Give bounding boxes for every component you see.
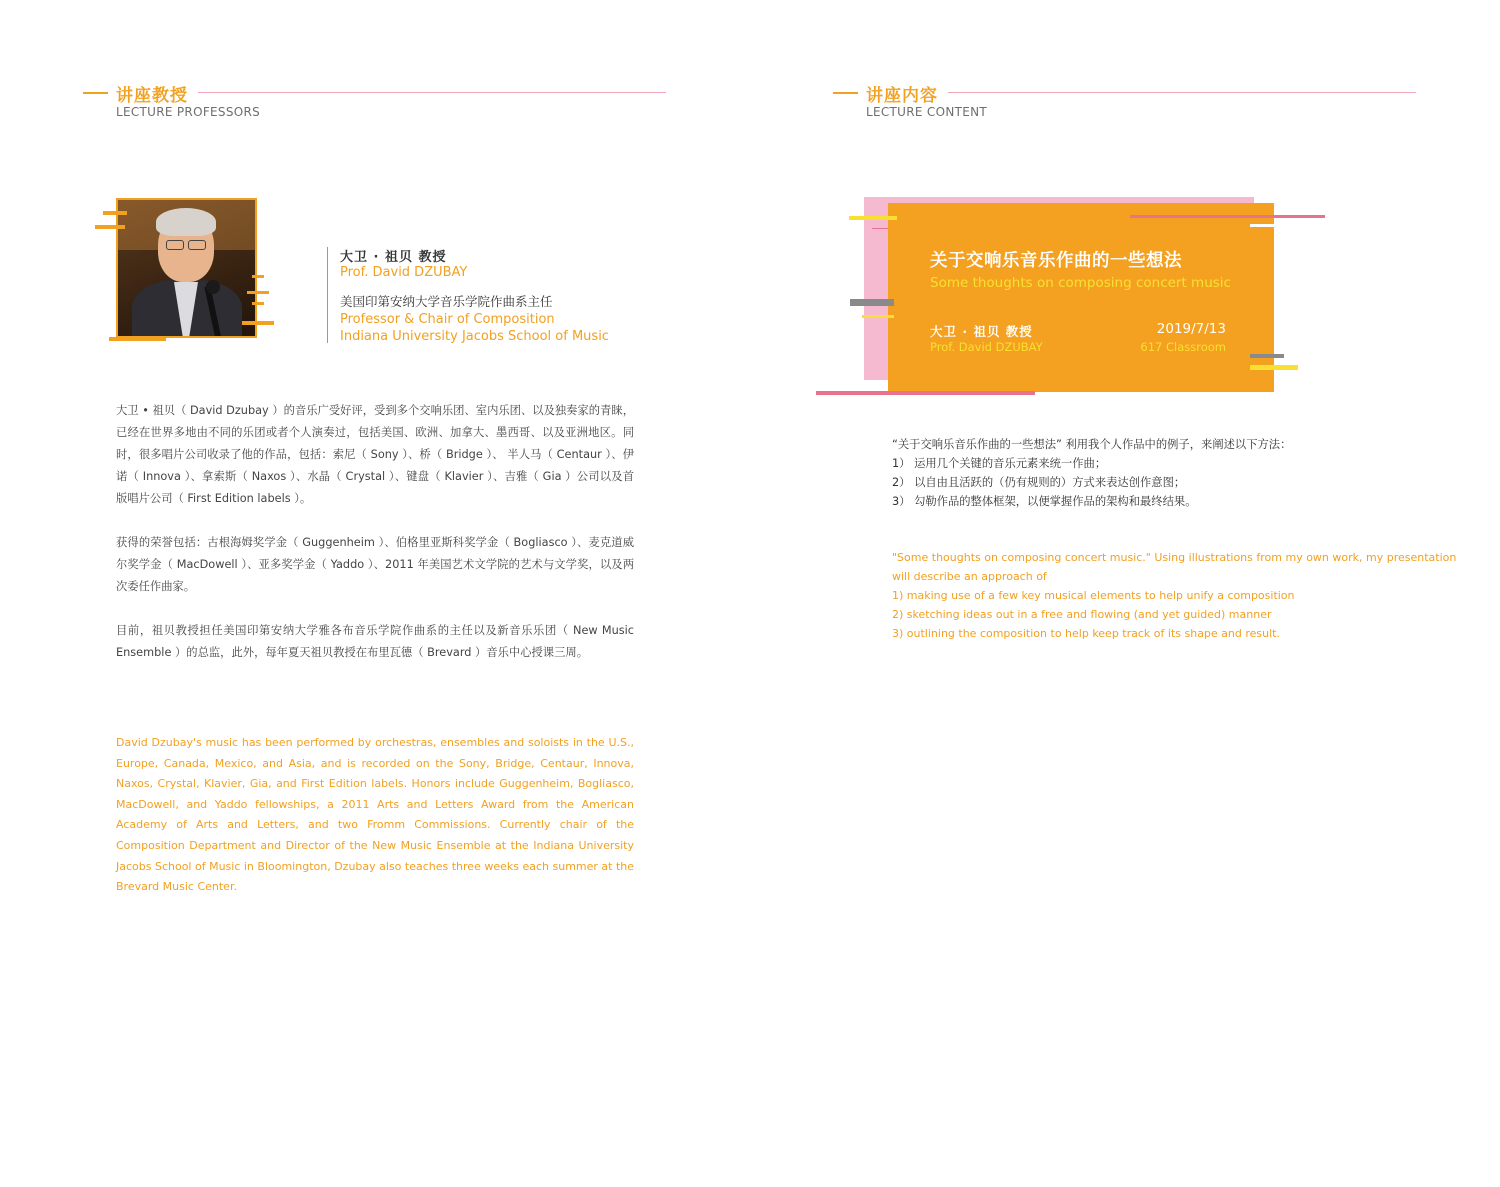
content-en-line: "Some thoughts on composing concert music." Using illustrations from my own work, my presentation [892, 551, 1457, 564]
bio-paragraph: 大卫 • 祖贝（ David Dzubay ）的音乐广受好评，受到多个交响乐团、室内乐团、以及独奏家的青睐，已经在世界多地由不同的乐团或者个人演奏过，包括美国、欧洲、加拿大、墨西哥、以及亚洲地区。同时，很多唱片公司收录了他的作品，包括：索尼（ Sony ）、桥（ Bridge ）、 半人马（ Centaur ）、伊诺（ Innova ）、拿索斯（ Naxos ）、水晶（ Crystal ）、键盘（ Klavier ）、吉雅（ Gia ）公司以及首版唱片公司（ First Edition labels ）。 [116, 404, 634, 505]
deco-bar [252, 302, 264, 305]
header-dash [833, 92, 858, 94]
deco-bar [872, 228, 888, 229]
lecture-title-cn: 关于交响乐音乐作曲的一些想法 [930, 251, 1182, 271]
deco-bar [109, 337, 166, 341]
section-title-cn: 讲座教授 [116, 86, 188, 106]
deco-bar [95, 225, 125, 229]
bio-english: David Dzubay's music has been performed by orchestras, ensembles and soloists in the U.S., Europe, Canada, Mexico, and Asia, and is recorded on the Sony, Bridge, Centaur, Innova, Naxos, Crystal, Klavier, Gia, and First Edition labels. Honors include Guggenheim, Bogliasco, MacDowell, and Yaddo fellowships, a 2011 Arts and Letters Award from the American Academy of Arts and Letters, and two Fromm Commissions. Currently chair of the Composition Department and Director of the New Music Ensemble at the Indiana University Jacobs School of Music in Bloomington, Dzubay also teaches three weeks each summer at the Brevard Music Center. [116, 736, 635, 894]
professor-title-en-line: Professor & Chair of Composition [340, 312, 555, 327]
section-title-en: LECTURE PROFESSORS [116, 105, 261, 119]
section-title-en: LECTURE CONTENT [866, 105, 988, 119]
deco-bar [1130, 215, 1325, 218]
info-divider [327, 247, 328, 343]
deco-bar [862, 315, 894, 318]
deco-bar [242, 321, 274, 325]
header-rule [198, 92, 666, 93]
content-cn-line: 1） 运用几个关键的音乐元素来统一作曲； [892, 457, 1107, 470]
deco-bar [849, 216, 897, 220]
microphone-icon [206, 280, 220, 294]
deco-bar [850, 299, 894, 306]
header-rule [948, 92, 1416, 93]
bio-paragraph: 获得的荣誉包括：古根海姆奖学金（ Guggenheim ）、伯格里亚斯科奖学金（ Bogliasco ）、麦克道威尔奖学金（ MacDowell ）、亚多奖学金（ Yaddo ）、2011 年美国艺术文学院的艺术与文学奖，以及两次委任作曲家。 [116, 536, 634, 593]
lecture-speaker-en: Prof. David DZUBAY [930, 340, 1043, 354]
bio-paragraph: 目前，祖贝教授担任美国印第安纳大学雅各布音乐学院作曲系的主任以及新音乐乐团（ New Music Ensemble ）的总监，此外，每年夏天祖贝教授在布里瓦德（ Brevard ）音乐中心授课三周。 [116, 624, 634, 659]
professor-name-cn: 大卫 · 祖贝 教授 [340, 250, 447, 265]
lecture-speaker-cn: 大卫 · 祖贝 教授 [930, 324, 1033, 339]
content-en-line: will describe an approach of [892, 570, 1047, 583]
content-en-line: 2) sketching ideas out in a free and flowing (and yet guided) manner [892, 608, 1272, 621]
lecture-date: 2019/7/13 [1156, 321, 1226, 337]
deco-bar [252, 275, 264, 278]
header-dash [83, 92, 108, 94]
deco-bar [1250, 365, 1298, 370]
professor-title-cn: 美国印第安纳大学音乐学院作曲系主任 [340, 294, 553, 309]
deco-bar [103, 211, 127, 215]
lecture-room: 617 Classroom [1140, 340, 1226, 354]
professor-photo [116, 198, 257, 338]
professor-name-en: Prof. David DZUBAY [340, 265, 468, 280]
content-cn-line: 3） 勾勒作品的整体框架，以便掌握作品的架构和最终结果。 [892, 495, 1197, 508]
deco-bar [247, 291, 269, 294]
content-en-line: 1) making use of a few key musical elements to help unify a composition [892, 589, 1295, 602]
deco-bar [1250, 224, 1274, 227]
professor-title-en [340, 311, 609, 345]
professor-affiliation-en: Indiana University Jacobs School of Music [340, 329, 609, 344]
section-title-cn: 讲座内容 [866, 86, 938, 106]
lecture-card [888, 203, 1274, 392]
deco-bar [816, 391, 1035, 395]
content-cn-line: 2） 以自由且活跃的（仍有规则的）方式来表达创作意图； [892, 476, 1186, 489]
content-en-line: 3) outlining the composition to help keep track of its shape and result. [892, 627, 1280, 640]
deco-bar [1250, 354, 1284, 358]
content-cn-line: “关于交响乐音乐作曲的一些想法” 利用我个人作品中的例子，来阐述以下方法： [892, 438, 1292, 451]
lecture-title-en: Some thoughts on composing concert music [930, 275, 1231, 291]
